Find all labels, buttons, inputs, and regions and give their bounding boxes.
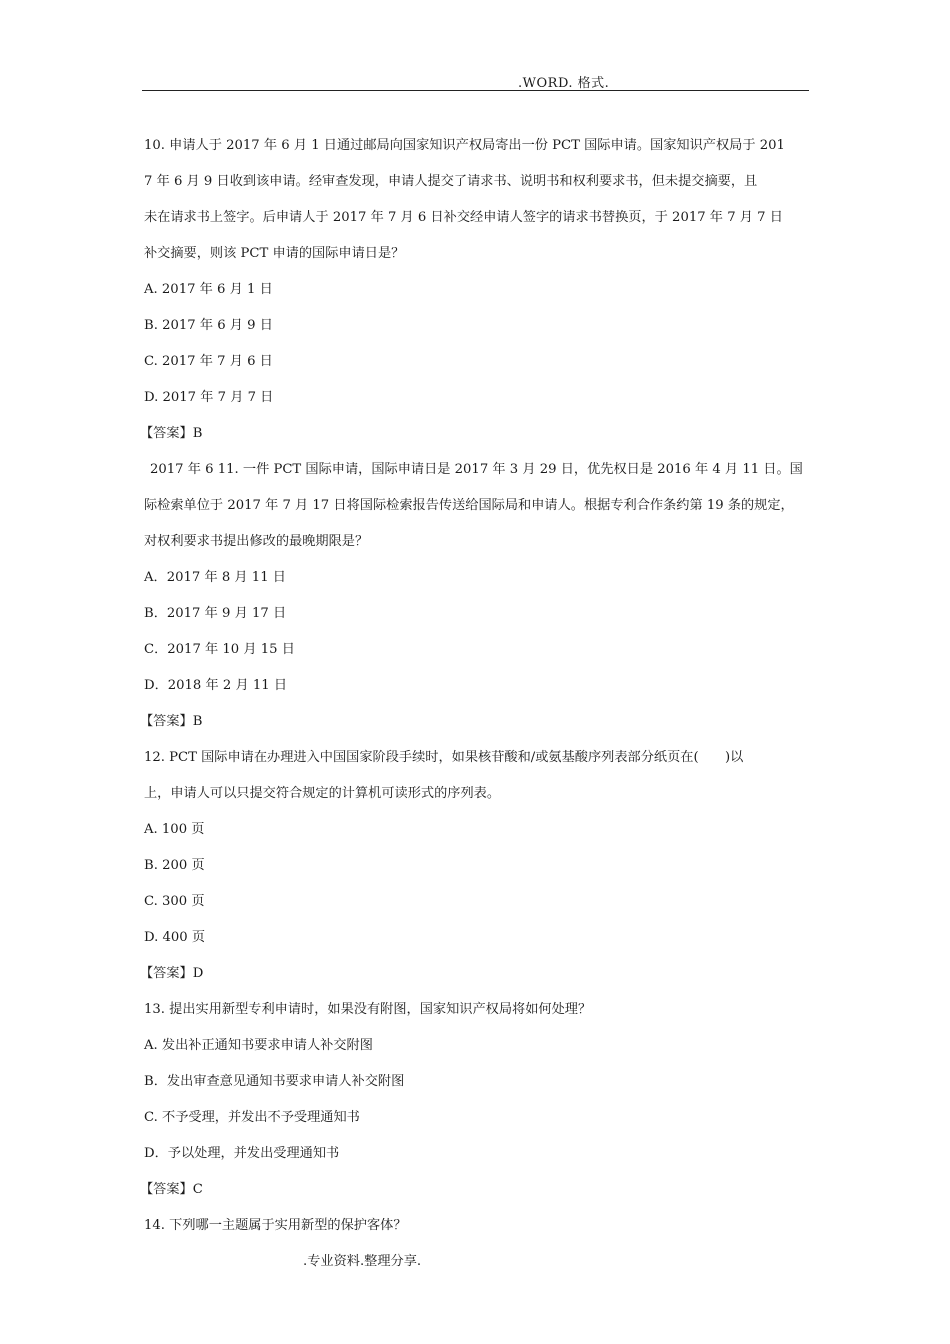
option-d: D．2018 年 2 月 11 日 <box>144 678 288 693</box>
option-d: D．予以处理，并发出受理通知书 <box>144 1146 340 1161</box>
option-b: B．2017 年 9 月 17 日 <box>144 606 287 621</box>
answer: 【答案】B <box>140 426 203 441</box>
page-footer-text: .专业资料.整理分享. <box>303 1254 422 1269</box>
question-10 <box>140 128 809 452</box>
option-b: B．发出审查意见通知书要求申请人补交附图 <box>144 1074 405 1089</box>
question-text-line: 12. PCT 国际申请在办理进入中国国家阶段手续时，如果核苷酸和/或氨基酸序列表部分纸页在( )以 <box>144 750 744 765</box>
question-text-line: 补交摘要，则该 PCT 申请的国际申请日是？ <box>144 246 405 261</box>
question-14 <box>144 1208 809 1244</box>
page-header-rule <box>142 72 809 91</box>
question-text-line: 际检索单位于 2017 年 7 月 17 日将国际检索报告传送给国际局和申请人。根据专利合作条约第 19 条的规定， <box>144 498 794 513</box>
option-c: C. 2017 年 7 月 6 日 <box>144 354 273 369</box>
option-b: B. 2017 年 6 月 9 日 <box>144 318 273 333</box>
question-13 <box>140 992 809 1208</box>
option-c: C. 不予受理，并发出不予受理通知书 <box>144 1110 360 1125</box>
document-body <box>140 128 809 1244</box>
page-header-text: .WORD. 格式. <box>518 76 610 91</box>
question-text-line: 2017 年 6 11. 一件 PCT 国际申请，国际申请日是 2017 年 3 月 29 日，优先权日是 2016 年 4 月 11 日。国 <box>150 462 803 477</box>
question-text-line: 14. 下列哪一主题属于实用新型的保护客体？ <box>144 1218 407 1233</box>
answer: 【答案】B <box>140 714 203 729</box>
question-text-line: 13. 提出实用新型专利申请时，如果没有附图，国家知识产权局将如何处理？ <box>144 1002 592 1017</box>
answer: 【答案】C <box>140 1182 203 1197</box>
answer: 【答案】D <box>140 966 204 981</box>
question-11 <box>140 452 809 740</box>
option-d: D. 400 页 <box>144 930 206 945</box>
option-a: A. 发出补正通知书要求申请人补交附图 <box>144 1038 373 1053</box>
question-text-line: 7 年 6 月 9 日收到该申请。经审查发现，申请人提交了请求书、说明书和权利要求书，但未提交摘要，且 <box>144 174 758 189</box>
question-12 <box>140 740 809 992</box>
option-b: B. 200 页 <box>144 858 205 873</box>
option-c: C．2017 年 10 月 15 日 <box>144 642 295 657</box>
option-d: D. 2017 年 7 月 7 日 <box>144 390 274 405</box>
question-text-line: 上，申请人可以只提交符合规定的计算机可读形式的序列表。 <box>144 786 501 801</box>
option-c: C. 300 页 <box>144 894 205 909</box>
option-a: A．2017 年 8 月 11 日 <box>144 570 286 585</box>
option-a: A. 2017 年 6 月 1 日 <box>144 282 273 297</box>
question-text-line: 10. 申请人于 2017 年 6 月 1 日通过邮局向国家知识产权局寄出一份 PCT 国际申请。国家知识产权局于 201 <box>144 138 785 153</box>
option-a: A. 100 页 <box>144 822 205 837</box>
question-text-line: 未在请求书上签字。后申请人于 2017 年 7 月 6 日补交经申请人签字的请求书替换页，于 2017 年 7 月 7 日 <box>144 210 783 225</box>
question-text-line: 对权利要求书提出修改的最晚期限是？ <box>144 534 369 549</box>
